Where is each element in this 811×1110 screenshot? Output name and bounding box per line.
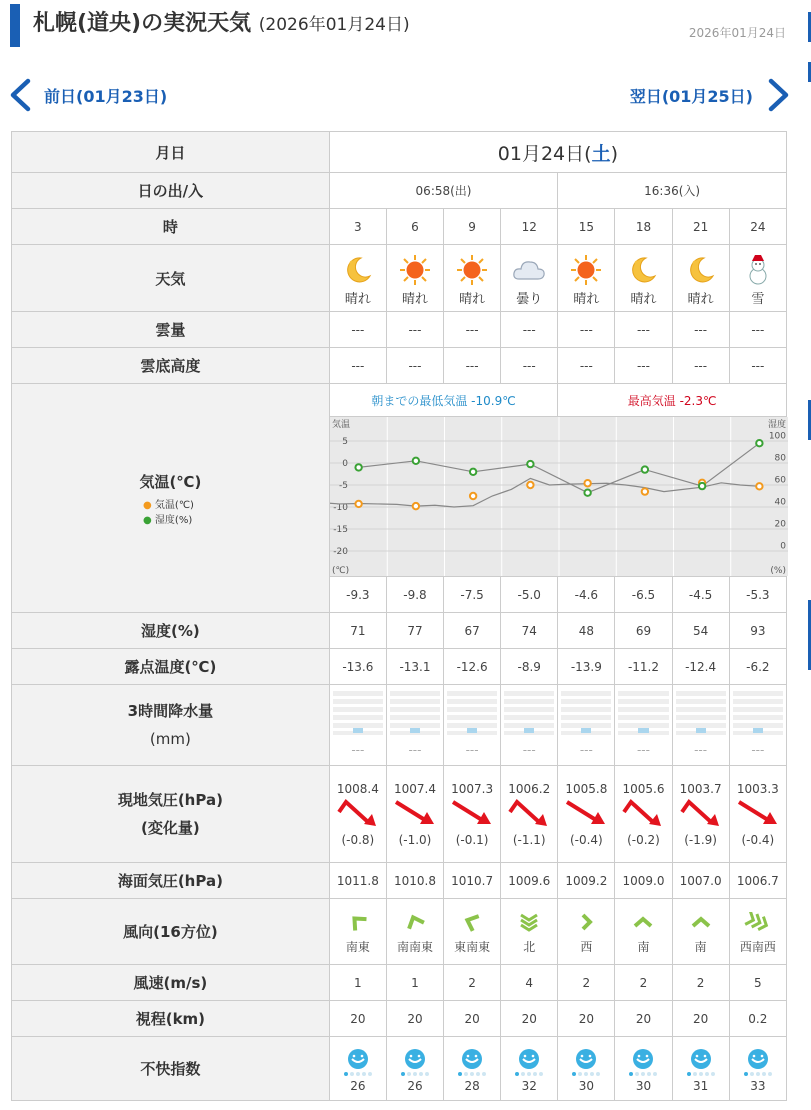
temp-point	[527, 482, 533, 488]
wind-speed-cell: 2	[672, 965, 729, 1001]
cloud-icon	[511, 254, 547, 286]
y-label-right: 湿度	[767, 420, 786, 430]
temp-cell: -5.3	[729, 577, 786, 613]
pressure-value: 1007.3	[451, 781, 494, 796]
y-tick-left: -5	[338, 481, 348, 491]
temp-cell: -9.8	[386, 577, 443, 613]
cloud-cell: ---	[329, 312, 386, 348]
pressure-change: (-0.4)	[569, 832, 603, 847]
row-cloud	[12, 312, 787, 348]
temp-cell: -5.0	[501, 577, 558, 613]
updated-date: 2026年01月24日	[688, 26, 786, 40]
row-sun	[12, 173, 787, 209]
y-tick-right: 100	[768, 431, 786, 442]
max-temp-note: 最高気温 -2.3℃	[558, 384, 787, 417]
discomfort-value: 28	[464, 1078, 480, 1093]
temp-point	[470, 493, 476, 499]
pressure-value: 1003.3	[736, 781, 779, 796]
precip-value: ---	[751, 743, 765, 757]
y-tick-right: 20	[774, 519, 786, 530]
discomfort-value: 32	[521, 1078, 537, 1093]
cloud-cell: ---	[558, 312, 615, 348]
wind-speed-cell: 5	[729, 965, 786, 1001]
day-of-week: 土	[591, 142, 611, 165]
weather-text: 晴れ	[687, 291, 714, 307]
humidity-cell: 71	[329, 613, 386, 649]
cloud-base-cell: ---	[615, 348, 672, 384]
discomfort-cell	[558, 1037, 615, 1101]
precip-bar	[333, 691, 383, 735]
discomfort-value: 31	[692, 1078, 709, 1093]
pressure-label-2: (変化量)	[141, 819, 200, 837]
weather-cell	[672, 245, 729, 312]
discomfort-face-icon	[673, 1048, 729, 1078]
humidity-cell: 69	[615, 613, 672, 649]
y-tick-left: -20	[333, 547, 348, 557]
precip-value: ---	[579, 743, 593, 757]
wind-dir-text: 南南東	[396, 940, 433, 954]
discomfort-cell	[615, 1037, 672, 1101]
pressure-change: (-0.8)	[341, 832, 375, 847]
moon-icon	[342, 254, 374, 286]
y-unit-left: (℃)	[331, 566, 349, 576]
row-sea-pressure	[12, 863, 787, 899]
row-date	[12, 132, 787, 173]
dew-cell: -13.1	[386, 649, 443, 685]
label-wind-speed: 風速(m/s)	[12, 965, 330, 1001]
visibility-cell: 20	[672, 1001, 729, 1037]
wind-speed-cell: 4	[501, 965, 558, 1001]
discomfort-face-icon	[558, 1048, 614, 1078]
moon-icon	[627, 254, 659, 286]
cloud-base-cell: ---	[729, 348, 786, 384]
pressure-change: (-1.1)	[512, 832, 546, 847]
cloud-base-cell: ---	[444, 348, 501, 384]
y-tick-left: 0	[342, 459, 348, 469]
wind-dir-text: 南	[694, 940, 707, 954]
pressure-cell	[672, 766, 729, 863]
y-tick-left: -10	[333, 503, 348, 513]
row-pressure	[12, 766, 787, 863]
y-label-left: 気温	[331, 420, 350, 430]
prev-day-link[interactable]	[8, 72, 167, 118]
y-tick-right: 0	[780, 541, 786, 552]
legend-hum-marker: ●	[143, 514, 152, 526]
cloud-cell: ---	[672, 312, 729, 348]
y-tick-left: -15	[333, 525, 348, 535]
discomfort-value: 26	[407, 1078, 423, 1093]
label-precip	[12, 685, 330, 766]
discomfort-face-icon	[444, 1048, 500, 1078]
precip-value: ---	[465, 743, 479, 757]
wind-speed-cell: 1	[329, 965, 386, 1001]
humidity-point	[527, 461, 533, 467]
wind-dir-text: 北	[523, 940, 536, 954]
humidity-point	[355, 464, 361, 470]
visibility-cell: 20	[386, 1001, 443, 1037]
sea-pressure-cell: 1009.0	[615, 863, 672, 899]
weather-cell	[329, 245, 386, 312]
wind-dir-cell	[444, 899, 501, 965]
dew-cell: -12.6	[444, 649, 501, 685]
discomfort-value: 26	[350, 1078, 366, 1093]
pressure-cell	[386, 766, 443, 863]
discomfort-cell	[386, 1037, 443, 1101]
weather-table	[11, 131, 787, 1101]
sea-pressure-cell: 1009.2	[558, 863, 615, 899]
weather-text: 晴れ	[459, 291, 486, 307]
wind-dir-text: 南	[637, 940, 650, 954]
title-accent-bar	[10, 4, 20, 47]
pressure-cell	[329, 766, 386, 863]
humidity-point	[470, 469, 476, 475]
weather-text: 晴れ	[573, 291, 600, 307]
pressure-cell	[729, 766, 786, 863]
sunset: 16:36(入)	[558, 173, 787, 209]
precip-cell	[329, 685, 386, 766]
wind-arrow-icon	[404, 912, 426, 932]
wind-dir-text: 東南東	[454, 940, 491, 954]
label-sea-pressure: 海面気圧(hPa)	[12, 863, 330, 899]
label-dew: 露点温度(℃)	[12, 649, 330, 685]
label-date: 月日	[12, 132, 330, 173]
discomfort-face-icon	[330, 1048, 386, 1078]
pressure-change: (-0.4)	[741, 832, 775, 847]
precip-value: ---	[408, 743, 422, 757]
row-visibility	[12, 1001, 787, 1037]
hour-cell: 9	[444, 209, 501, 245]
discomfort-face-icon	[387, 1048, 443, 1078]
pressure-cell	[501, 766, 558, 863]
row-dew	[12, 649, 787, 685]
weather-text: 雪	[751, 291, 765, 307]
humidity-cell: 54	[672, 613, 729, 649]
precip-bar	[504, 691, 554, 735]
visibility-cell: 0.2	[729, 1001, 786, 1037]
label-visibility: 視程(km)	[12, 1001, 330, 1037]
humidity-point	[699, 483, 705, 489]
label-cloud-base: 雲底高度	[12, 348, 330, 384]
wind-dir-cell	[501, 899, 558, 965]
humidity-point	[756, 440, 762, 446]
min-temp-note: 朝までの最低気温 -10.9℃	[329, 384, 558, 417]
next-day-link[interactable]	[630, 72, 791, 118]
pressure-value: 1005.8	[565, 781, 608, 796]
wind-arrow-icon	[743, 912, 773, 932]
humidity-cell: 77	[386, 613, 443, 649]
pressure-trend-arrow-icon	[336, 796, 380, 830]
wind-dir-cell	[615, 899, 672, 965]
temp-cell: -7.5	[444, 577, 501, 613]
discomfort-cell	[729, 1037, 786, 1101]
sea-pressure-cell: 1010.7	[444, 863, 501, 899]
hour-cell: 6	[386, 209, 443, 245]
weather-cell	[501, 245, 558, 312]
pressure-value: 1007.4	[393, 781, 436, 796]
discomfort-value: 30	[635, 1078, 652, 1093]
sun-icon	[456, 254, 488, 286]
precip-cell	[672, 685, 729, 766]
pressure-trend-arrow-icon	[393, 796, 437, 830]
weather-text: 晴れ	[630, 291, 657, 307]
precip-value: ---	[522, 743, 536, 757]
precip-value: ---	[694, 743, 708, 757]
hour-cell: 15	[558, 209, 615, 245]
pressure-trend-arrow-icon	[450, 796, 494, 830]
wind-arrow-icon	[632, 912, 654, 932]
weather-cell	[558, 245, 615, 312]
row-cloud-base	[12, 348, 787, 384]
wind-dir-cell	[729, 899, 786, 965]
wind-speed-cell: 2	[444, 965, 501, 1001]
label-cloud: 雲量	[12, 312, 330, 348]
pressure-change: (-0.2)	[627, 832, 660, 847]
discomfort-face-icon	[615, 1048, 671, 1078]
label-sun: 日の出/入	[12, 173, 330, 209]
wind-dir-text: 西	[580, 940, 593, 954]
dew-cell: -8.9	[501, 649, 558, 685]
precip-value: ---	[351, 743, 365, 757]
page-title: 札幌(道央)の実況天気 (2026年01月24日)	[33, 11, 410, 36]
cloud-cell: ---	[386, 312, 443, 348]
weather-cell	[615, 245, 672, 312]
pressure-value: 1003.7	[679, 781, 722, 796]
sea-pressure-cell: 1011.8	[329, 863, 386, 899]
pressure-change: (-1.9)	[684, 832, 717, 847]
hour-cell: 18	[615, 209, 672, 245]
sun-icon	[399, 254, 431, 286]
weather-text: 晴れ	[401, 291, 428, 307]
label-humidity: 湿度(%)	[12, 613, 330, 649]
row-humidity	[12, 613, 787, 649]
weather-text: 晴れ	[344, 291, 371, 307]
visibility-cell: 20	[329, 1001, 386, 1037]
dew-cell: -13.6	[329, 649, 386, 685]
precip-bar	[676, 691, 726, 735]
moon-icon	[685, 254, 717, 286]
wind-arrow-icon	[690, 912, 712, 932]
row-wind-dir	[12, 899, 787, 965]
humidity-cell: 67	[444, 613, 501, 649]
wind-arrow-icon	[347, 912, 369, 932]
y-unit-right: (%)	[770, 566, 786, 576]
cloud-cell: ---	[444, 312, 501, 348]
label-temp	[12, 384, 330, 613]
row-discomfort	[12, 1037, 787, 1101]
label-discomfort: 不快指数	[12, 1037, 330, 1101]
cloud-base-cell: ---	[672, 348, 729, 384]
pressure-cell	[444, 766, 501, 863]
label-weather: 天気	[12, 245, 330, 312]
precip-cell	[501, 685, 558, 766]
cloud-base-cell: ---	[386, 348, 443, 384]
legend-temp-label: 気温(℃)	[154, 499, 194, 511]
precip-bar	[390, 691, 440, 735]
weather-cell	[386, 245, 443, 312]
wind-dir-cell	[558, 899, 615, 965]
pressure-cell	[615, 766, 672, 863]
cloud-base-cell: ---	[558, 348, 615, 384]
discomfort-value: 33	[750, 1078, 766, 1093]
row-wind-speed	[12, 965, 787, 1001]
discomfort-cell	[329, 1037, 386, 1101]
precip-bar	[733, 691, 783, 735]
precip-bar	[561, 691, 611, 735]
temp-cell: -4.6	[558, 577, 615, 613]
sun-icon	[570, 254, 602, 286]
visibility-cell: 20	[444, 1001, 501, 1037]
wind-speed-cell: 1	[386, 965, 443, 1001]
humidity-cell: 48	[558, 613, 615, 649]
precip-bar	[618, 691, 668, 735]
label-pressure	[12, 766, 330, 863]
temp-cell: -4.5	[672, 577, 729, 613]
wind-dir-text: 南東	[345, 940, 370, 954]
humidity-cell: 93	[729, 613, 786, 649]
pressure-value: 1008.4	[336, 781, 379, 796]
discomfort-cell	[501, 1037, 558, 1101]
sea-pressure-cell: 1009.6	[501, 863, 558, 899]
y-tick-right: 40	[774, 497, 786, 508]
dew-cell: -12.4	[672, 649, 729, 685]
wind-arrow-icon	[518, 912, 540, 932]
temp-point	[355, 501, 361, 507]
row-precip	[12, 685, 787, 766]
precip-cell	[729, 685, 786, 766]
pressure-change: (-1.0)	[398, 832, 432, 847]
legend-temp-marker: ●	[143, 499, 152, 511]
pressure-cell	[558, 766, 615, 863]
prev-day-label: 前日(01月23日)	[44, 86, 168, 106]
pressure-trend-arrow-icon	[507, 796, 551, 830]
row-weather	[12, 245, 787, 312]
visibility-cell: 20	[615, 1001, 672, 1037]
sea-pressure-cell: 1010.8	[386, 863, 443, 899]
title-date: (2026年01月24日)	[258, 15, 410, 35]
temp-point	[412, 503, 418, 509]
precip-label-2: (mm)	[149, 730, 191, 748]
humidity-point	[412, 458, 418, 464]
pressure-value: 1005.6	[622, 781, 665, 796]
sea-pressure-cell: 1007.0	[672, 863, 729, 899]
y-tick-right: 80	[774, 453, 786, 464]
pressure-trend-arrow-icon	[679, 796, 723, 830]
discomfort-cell	[444, 1037, 501, 1101]
temp-label-text: 気温(℃)	[139, 472, 202, 491]
temp-point	[584, 480, 590, 486]
cloud-cell: ---	[729, 312, 786, 348]
temp-point	[641, 488, 647, 494]
pressure-change: (-0.1)	[455, 832, 489, 847]
label-hour: 時	[12, 209, 330, 245]
temp-cell: -9.3	[329, 577, 386, 613]
precip-bar	[447, 691, 497, 735]
legend-hum-label: 湿度(%)	[154, 514, 193, 526]
dew-cell: -13.9	[558, 649, 615, 685]
pressure-value: 1006.2	[508, 781, 551, 796]
wind-arrow-icon	[575, 912, 597, 932]
wind-speed-cell: 2	[558, 965, 615, 1001]
precip-label-1: 3時間降水量	[127, 702, 214, 720]
temp-legend	[12, 496, 329, 526]
humidity-point	[641, 466, 647, 472]
discomfort-face-icon	[501, 1048, 557, 1078]
chevron-right-icon	[767, 78, 791, 112]
precip-cell	[386, 685, 443, 766]
wind-dir-cell	[386, 899, 443, 965]
visibility-cell: 20	[501, 1001, 558, 1037]
wind-dir-cell	[672, 899, 729, 965]
temp-cell: -6.5	[615, 577, 672, 613]
row-temp-notes	[12, 384, 787, 417]
cloud-cell: ---	[615, 312, 672, 348]
wind-arrow-icon	[461, 912, 483, 932]
sea-pressure-cell: 1006.7	[729, 863, 786, 899]
y-tick-left: 5	[342, 437, 348, 447]
hour-cell: 12	[501, 209, 558, 245]
y-tick-right: 60	[774, 475, 786, 486]
pressure-trend-arrow-icon	[564, 796, 608, 830]
wind-dir-cell	[329, 899, 386, 965]
precip-cell	[615, 685, 672, 766]
day-heading: 01月24日(土)	[329, 132, 786, 173]
wind-speed-cell: 2	[615, 965, 672, 1001]
chevron-left-icon	[8, 78, 32, 112]
temp-point	[756, 483, 762, 489]
discomfort-value: 30	[578, 1078, 594, 1093]
pressure-label-1: 現地気圧(hPa)	[117, 791, 223, 809]
pressure-trend-arrow-icon	[736, 796, 780, 830]
cloud-base-cell: ---	[501, 348, 558, 384]
discomfort-cell	[672, 1037, 729, 1101]
weather-cell	[729, 245, 786, 312]
pressure-trend-arrow-icon	[621, 796, 665, 830]
weather-cell	[444, 245, 501, 312]
cloud-cell: ---	[501, 312, 558, 348]
visibility-cell: 20	[558, 1001, 615, 1037]
row-hour	[12, 209, 787, 245]
precip-cell	[558, 685, 615, 766]
discomfort-face-icon	[730, 1048, 786, 1078]
precip-cell	[444, 685, 501, 766]
dew-cell: -6.2	[729, 649, 786, 685]
humidity-cell: 74	[501, 613, 558, 649]
weather-text: 曇り	[516, 291, 543, 307]
hour-cell: 3	[329, 209, 386, 245]
temp-chart-cell	[329, 417, 786, 577]
wind-dir-text: 西南西	[739, 940, 776, 954]
hour-cell: 24	[729, 209, 786, 245]
humidity-point	[584, 490, 590, 496]
next-day-label: 翌日(01月25日)	[629, 86, 753, 106]
temp-humidity-chart	[330, 417, 788, 576]
snowman-icon	[742, 254, 774, 286]
dew-cell: -11.2	[615, 649, 672, 685]
cloud-base-cell: ---	[329, 348, 386, 384]
sunrise: 06:58(出)	[329, 173, 558, 209]
hour-cell: 21	[672, 209, 729, 245]
precip-value: ---	[636, 743, 650, 757]
label-wind-dir: 風向(16方位)	[12, 899, 330, 965]
